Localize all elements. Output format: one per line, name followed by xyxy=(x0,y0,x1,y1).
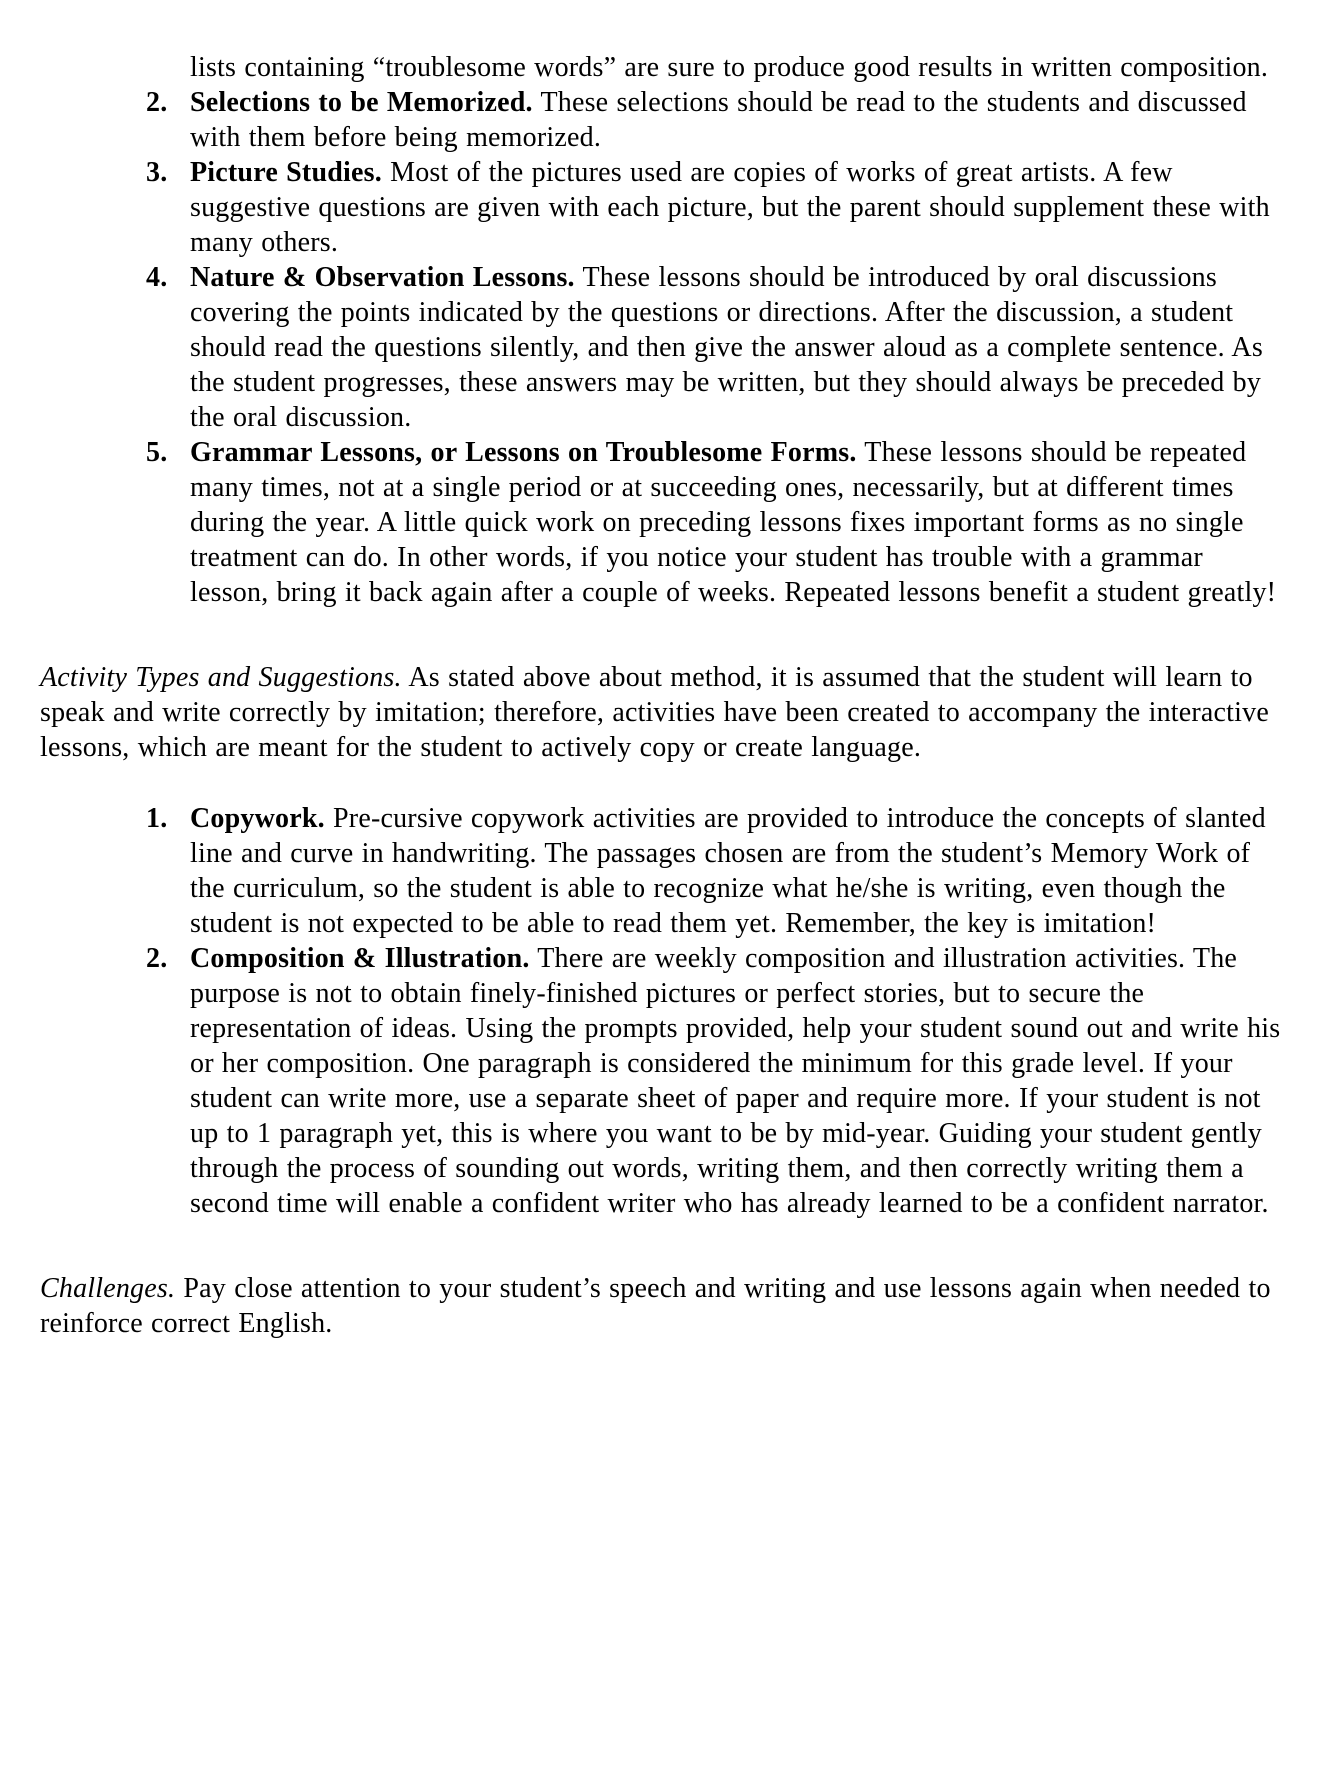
list-item-content xyxy=(190,435,1285,610)
list-item-title: Copywork. xyxy=(190,803,325,834)
list-item-content xyxy=(190,801,1285,941)
list-item-continuation: lists containing “troublesome words” are sure to produce good results in written composition. xyxy=(190,52,1269,83)
list-item-title: Grammar Lessons, or Lessons on Troublesome Forms. xyxy=(190,437,857,468)
list-item-number: 1. xyxy=(146,803,168,834)
list-item-body: These selections should be read to the students and discussed with them before being memorized. xyxy=(190,87,1247,153)
paragraph-body: As stated above about method, it is assumed that the student will learn to speak and write correctly by imitation; therefore, activities have been created to accompany the interactive lessons, which are meant for the student to actively copy or create language. xyxy=(40,662,1269,763)
list-item-copywork xyxy=(146,801,1285,941)
list-item-body: These lessons should be repeated many times, not at a single period or at succeeding ones, necessarily, but at different times during the year. A little quick work on preceding lessons fixes important forms as no single treatment can do. In other words, if you notice your student has trouble with a grammar lesson, bring it back again after a couple of weeks. Repeated lessons benefit a student greatly! xyxy=(190,437,1277,608)
paragraph-body: Pay close attention to your student’s speech and writing and use lessons again when needed to reinforce correct English. xyxy=(40,1273,1271,1339)
list-item-body: These lessons should be introduced by oral discussions covering the points indicated by the questions or directions. After the discussion, a student should read the questions silently, and then give the answer aloud as a complete sentence. As the student progresses, these answers may be written, but they should always be preceded by the oral discussion. xyxy=(190,262,1263,433)
list-item-nature-observation xyxy=(146,260,1285,435)
lesson-types-list xyxy=(146,50,1285,610)
paragraph-challenges xyxy=(40,1271,1285,1341)
list-item-body: There are weekly composition and illustration activities. The purpose is not to obtain finely-finished pictures or perfect stories, but to secure the representation of ideas. Using the prompts provided, help your student sound out and write his or her composition. One paragraph is considered the minimum for this grade level. If your student can write more, use a separate sheet of paper and require more. If your student is not up to 1 paragraph yet, this is where you want to be by mid-year. Guiding your student gently through the process of sounding out words, writing them, and then correctly writing them a second time will enable a confident writer who has already learned to be a confident narrator. xyxy=(190,943,1281,1219)
list-item-number: 4. xyxy=(146,262,168,293)
list-item-number: 5. xyxy=(146,437,168,468)
paragraph-lead: Challenges. xyxy=(40,1273,176,1304)
list-item-grammar-lessons xyxy=(146,435,1285,610)
list-item-title: Composition & Illustration. xyxy=(190,943,530,974)
list-item-title: Selections to be Memorized. xyxy=(190,87,533,118)
list-item-picture-studies xyxy=(146,155,1285,260)
list-item-body: Pre-cursive copywork activities are provided to introduce the concepts of slanted line and curve in handwriting. The passages chosen are from the student’s Memory Work of the curriculum, so the student is able to recognize what he/she is writing, even though the student is not expected to be able to read them yet. Remember, the key is imitation! xyxy=(190,803,1266,939)
list-item-content xyxy=(190,155,1285,260)
list-item-content xyxy=(190,85,1285,155)
list-item-number: 2. xyxy=(146,943,168,974)
list-item-composition-illustration xyxy=(146,941,1285,1221)
list-item-title: Picture Studies. xyxy=(190,157,382,188)
paragraph-lead: Activity Types and Suggestions. xyxy=(40,662,402,693)
list-item-number: 2. xyxy=(146,87,168,118)
list-item-content xyxy=(190,941,1285,1221)
list-item-title: Nature & Observation Lessons. xyxy=(190,262,575,293)
list-item-number: 3. xyxy=(146,157,168,188)
list-item-content xyxy=(190,260,1285,435)
activity-types-list xyxy=(146,801,1285,1221)
paragraph-activity-types xyxy=(40,660,1285,765)
list-item-selections xyxy=(146,85,1285,155)
list-item-body: Most of the pictures used are copies of works of great artists. A few suggestive questions are given with each picture, but the parent should supplement these with many others. xyxy=(190,157,1270,258)
